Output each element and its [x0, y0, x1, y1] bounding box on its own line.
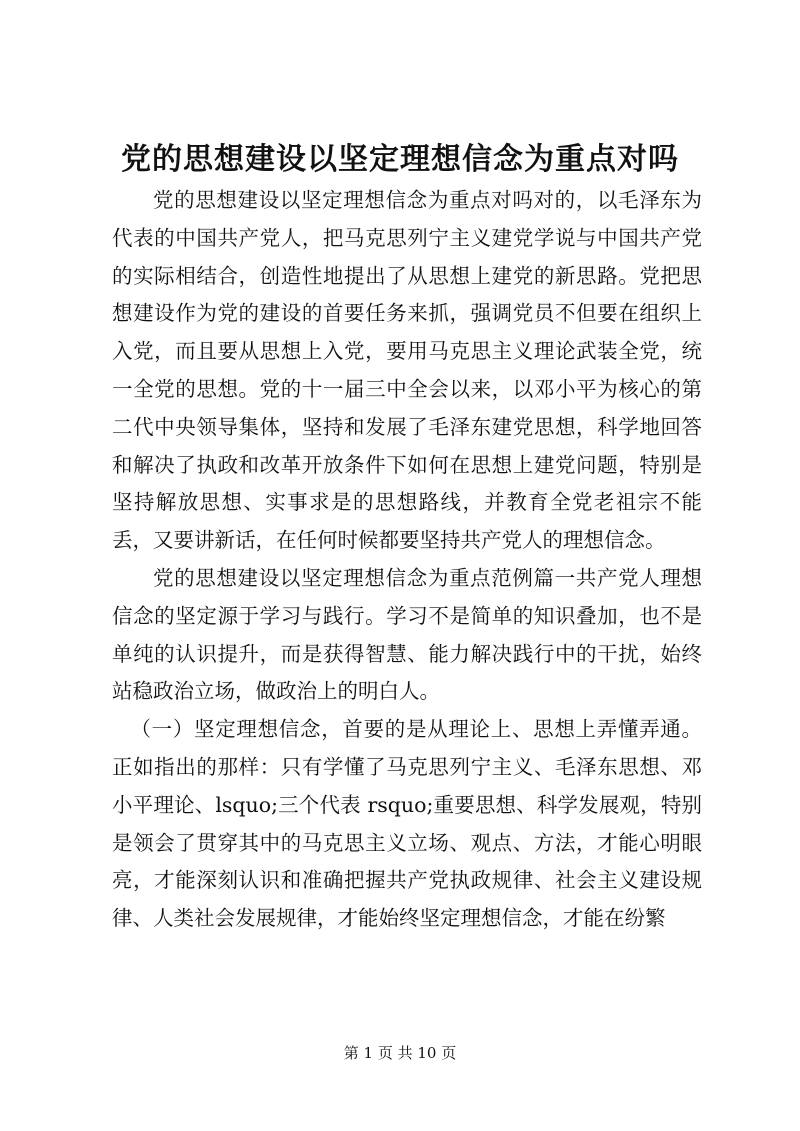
document-title: 党的思想建设以坚定理想信念为重点对吗: [121, 142, 679, 177]
page-number-footer: 第 1 页 共 10 页: [343, 1044, 457, 1062]
paragraph-1: 党的思想建设以坚定理想信念为重点对吗对的，以毛泽东为代表的中国共产党人，把马克思列宁主义建党学说与中国共产党的实际相结合，创造性地提出了从思想上建党的新思路。党把思想建设作为党的建设的首要任务来抓，强调党员不但要在组织上入党，而且要从思想上入党，要用马克思主义理论武装全党，统一全党的思想。党的十一届三中全会以来，以邓小平为核心的第二代中央领导集体，坚持和发展了毛泽东建党思想，科学地回答和解决了执政和改革开放条件下如何在思想上建党问题，特别是坚持解放思想、实事求是的思想路线，并教育全党老祖宗不能丢，又要讲新话，在任何时候都要坚持共产党人的理想信念。: [112, 188, 702, 553]
paragraph-2: 党的思想建设以坚定理想信念为重点范例篇一共产党人理想信念的坚定源于学习与践行。学习不是简单的知识叠加，也不是单纯的认识提升，而是获得智慧、能力解决践行中的干扰，始终站稳政治立场，做政治上的明白人。: [112, 565, 702, 704]
document-body: [112, 182, 702, 938]
paragraph-3: （一）坚定理想信念，首要的是从理论上、思想上弄懂弄通。正如指出的那样：只有学懂了马克思列宁主义、毛泽东思想、邓小平理论、lsquo;三个代表 rsquo;重要思想、科学发展观，特别是领会了贯穿其中的马克思主义立场、观点、方法，才能心明眼亮，才能深刻认识和准确把握共产党执政规律、社会主义建设规律、人类社会发展规律，才能始终坚定理想信念，才能在纷繁: [112, 717, 702, 931]
